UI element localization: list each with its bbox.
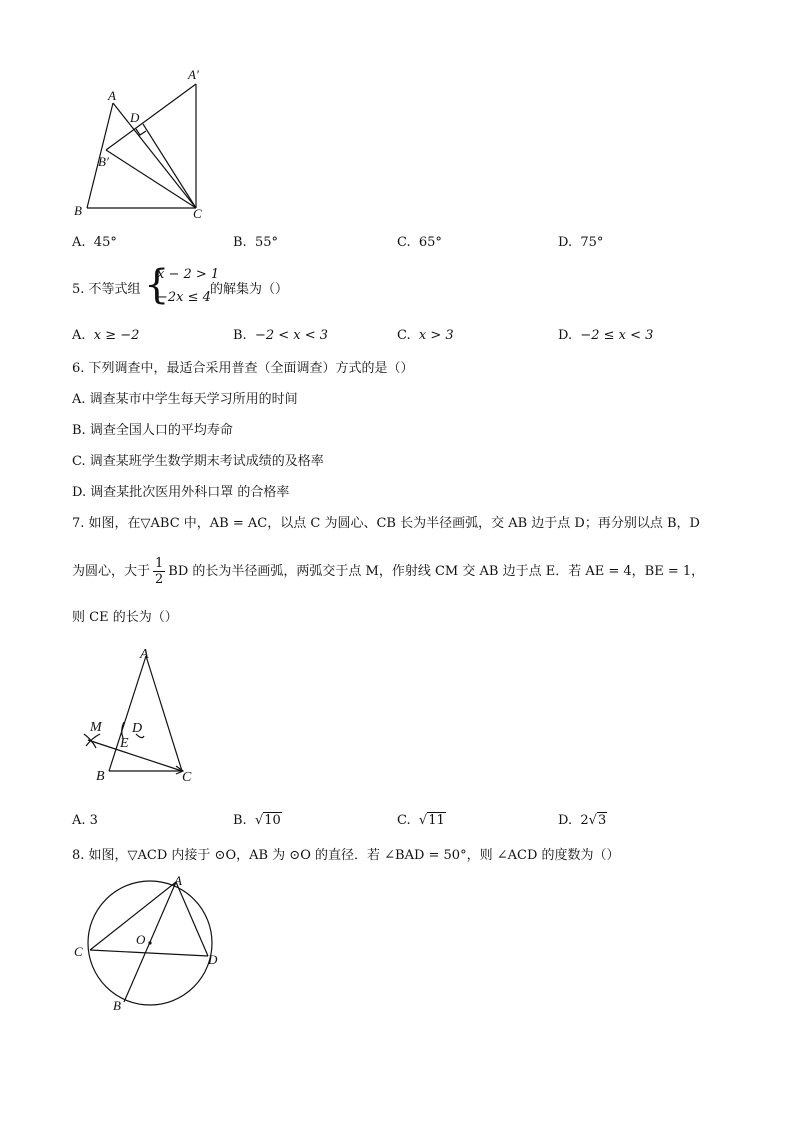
q6-option-c: C. 调查某班学生数学期末考试成绩的及格率 xyxy=(72,454,324,469)
q4-option-d: D. 75° xyxy=(558,235,604,250)
q4-option-a: A. 45° xyxy=(72,235,117,250)
q5-stem-prefix: 5. 不等式组 xyxy=(72,282,141,297)
q7-label-E: E xyxy=(120,736,129,751)
q6-option-a: A. 调查某市中学生每天学习所用的时间 xyxy=(72,392,298,407)
q4-label-A: A xyxy=(108,88,116,103)
q8-figure xyxy=(70,868,230,1018)
q7-fraction: $\frac{1}{2}$ xyxy=(155,556,164,587)
q4-option-b: B. 55° xyxy=(233,235,278,250)
q6-option-b: B. 调查全国人口的平均寿命 xyxy=(72,423,233,438)
q7-option-a: A. 3 xyxy=(72,813,98,828)
q5-inequality-2: −2x ≤ 4 xyxy=(157,290,211,305)
q5-option-c: C. x > 3 xyxy=(397,328,454,343)
q8-label-A: A xyxy=(174,873,182,888)
q4-label-A-prime: A′ xyxy=(188,67,199,82)
q4-label-B-prime: B′ xyxy=(98,154,109,169)
q7-option-b: B. √10 xyxy=(233,813,281,828)
q4-option-c: C. 65° xyxy=(397,235,442,250)
q4-figure xyxy=(60,60,230,230)
q4-label-B: B xyxy=(74,203,82,218)
q4-label-C: C xyxy=(193,206,202,221)
q7-label-C: C xyxy=(182,770,192,785)
q7-label-A: A xyxy=(140,647,149,662)
q5-option-d: D. −2 ≤ x < 3 xyxy=(558,328,654,343)
q7-option-c: C. √11 xyxy=(397,813,445,828)
q7-label-D: D xyxy=(132,721,143,736)
q8-center-point xyxy=(148,941,151,944)
q8-label-B: B xyxy=(113,998,121,1013)
q6-option-d: D. 调查某批次医用外科口罩 的合格率 xyxy=(72,485,290,500)
q5-option-b: B. −2 < x < 3 xyxy=(233,328,329,343)
q5-option-a: A. x ≥ −2 xyxy=(72,328,140,343)
q7-label-M: M xyxy=(90,720,102,735)
q8-label-D: D xyxy=(208,952,218,967)
q5-stem-suffix: 的解集为（） xyxy=(210,282,289,297)
q5-brace: { xyxy=(144,262,170,308)
q5-inequality-1: x − 2 > 1 xyxy=(157,267,220,282)
q7-option-d: D. 2√3 xyxy=(558,813,607,828)
q7-stem-line2: 为圆心，大于 $\frac{1}{2}$ BD 的长为半径画弧，两弧交于点 M，作射线 CM 交 AB 边于点 E．若 AE = 4，BE = 1， xyxy=(72,556,705,587)
q7-label-B: B xyxy=(96,769,105,784)
q6-stem: 6. 下列调查中，最适合采用普查（全面调查）方式的是（） xyxy=(72,361,414,376)
q8-label-O: O xyxy=(136,932,146,947)
q7-figure xyxy=(78,640,198,790)
q4-label-D: D xyxy=(130,110,140,125)
q7-stem-line1: 7. 如图，在▽ABC 中，AB = AC，以点 C 为圆心、CB 长为半径画弧，交 AB 边于点 D；再分别以点 B，D xyxy=(72,516,700,531)
q8-label-C: C xyxy=(74,944,83,959)
q7-stem-line3: 则 CE 的长为（） xyxy=(72,610,178,625)
q8-stem: 8. 如图，▽ACD 内接于 ⊙O，AB 为 ⊙O 的直径．若 ∠BAD = 50°，则 ∠ACD 的度数为（） xyxy=(72,848,620,863)
